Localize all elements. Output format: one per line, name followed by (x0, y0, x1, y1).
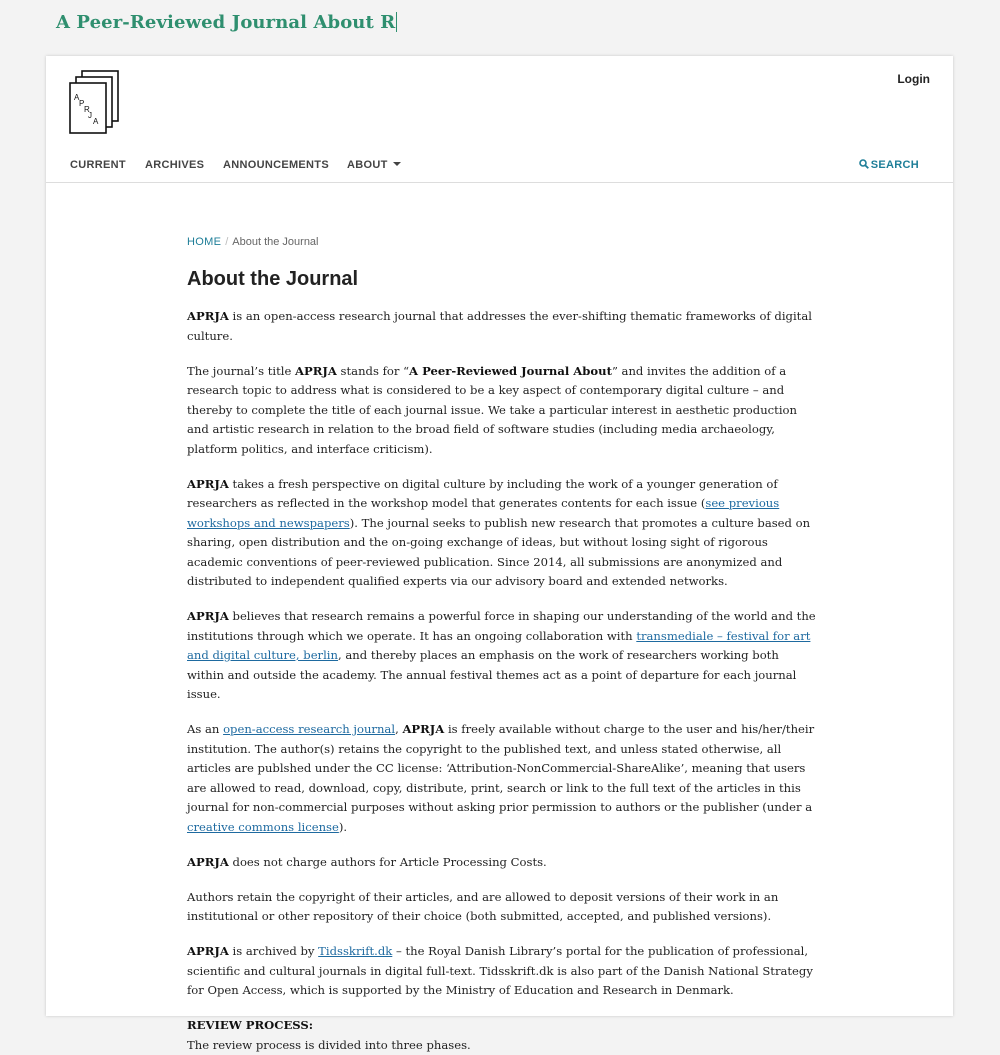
logo-letter: P (79, 99, 85, 108)
review-process-section (187, 1016, 817, 1055)
review-process-text: The review process is divided into three phases. (187, 1037, 471, 1052)
paragraph: APRJA is archived by Tidsskrift.dk – the Royal Danish Library’s portal for the publication of professional, scientific and cultural journals in digital full-text. Tidsskrift.dk is also part of the Danish National Strategy for Open Access, which is supported by the Ministry of Education and Research in Denmark. (187, 944, 813, 997)
paragraph: APRJA does not charge authors for Article Processing Costs. (187, 854, 547, 869)
creative-commons-link[interactable]: creative commons license (187, 819, 339, 834)
logo-letter: J (88, 111, 92, 120)
page-title: About the Journal (187, 268, 359, 290)
browser-title-text: A Peer-Reviewed Journal About R (56, 12, 396, 33)
login-link[interactable]: Login (897, 72, 930, 86)
workshops-link[interactable]: see previous workshops and newspapers (187, 496, 780, 530)
main-content (187, 236, 817, 1055)
nav-item-archives[interactable]: ARCHIVES (145, 159, 205, 171)
paragraph: APRJA believes that research remains a powerful force in shaping our understanding of the world and the institutions through which we operate. It has an ongoing collaboration with transmediale – festival for art and digital culture, berlin, and thereby places an emphasis on the work of researchers working both within and outside the academy. The annual festival themes act as a point of departure for each journal issue. (187, 609, 816, 701)
breadcrumb-home-link[interactable]: HOME (187, 236, 222, 248)
review-process-heading: REVIEW PROCESS: (187, 1018, 314, 1032)
nav-item-about[interactable] (347, 159, 401, 171)
breadcrumb-separator: / (225, 236, 229, 248)
search-label: SEARCH (870, 159, 919, 171)
aprja-logo-icon[interactable] (68, 70, 120, 136)
primary-nav (46, 152, 953, 183)
open-access-link[interactable]: open-access research journal (223, 722, 396, 736)
text-cursor (396, 12, 397, 32)
nav-item-current[interactable]: CURRENT (70, 159, 126, 171)
logo-letter: A (74, 93, 80, 102)
search-icon (859, 159, 869, 169)
paragraph: APRJA is an open-access research journal that addresses the ever-shifting thematic frameworks of digital culture. (187, 309, 812, 343)
nav-item-announcements[interactable]: ANNOUNCEMENTS (223, 159, 329, 171)
breadcrumb-current: About the Journal (232, 236, 319, 248)
paragraph: As an open-access research journal, APRJA is freely available without charge to the user and his/her/their institution. The author(s) retains the copyright to the published text, and unless stated otherwise, all articles are publshed under the CC license: ‘Attribution-NonCommercial-ShareAlike’, meaning that users are allowed to read, download, copy, distribute, print, search or link to the full text of the articles in this journal for non-commercial purposes without asking prior permission to authors or the publisher (under a creative commons license). (187, 722, 815, 834)
logo-letter: R (84, 105, 90, 114)
paragraph: APRJA takes a fresh perspective on digital culture by including the work of a younger generation of researchers as reflected in the workshop model that generates contents for each issue (see previous workshops and newspapers). The journal seeks to publish new research that promotes a culture based on sharing, open distribution and the on-going exchange of ideas, but without losing sight of rigorous academic conventions of peer-reviewed publication. Since 2014, all submissions are anonymized and distributed to independent qualified experts via our advisory board and extended networks. (187, 476, 811, 588)
paragraph: Authors retain the copyright of their articles, and are allowed to deposit versions of their work in an institutional or other repository of their choice (both submitted, accepted, and published versions). (187, 889, 779, 923)
tidsskrift-link[interactable]: Tidsskrift.dk (318, 944, 393, 958)
chevron-down-icon (393, 162, 401, 166)
page-card (46, 56, 953, 1052)
logo-letter: A (93, 117, 99, 126)
nav-item-about-label: ABOUT (347, 159, 388, 171)
search-button[interactable] (859, 159, 919, 171)
paragraph: The journal’s title APRJA stands for “A Peer-Reviewed Journal About” and invites the addition of a research topic to address what is considered to be a key aspect of contemporary digital culture – and thereby to complete the title of each journal issue. We take a particular interest in aesthetic production and artistic research in relation to the broad field of software studies (including media archaeology, platform politics, and interface criticism). (187, 363, 797, 456)
transmediale-link[interactable]: transmediale – festival for art and digital culture, berlin (187, 628, 811, 662)
breadcrumb (187, 236, 817, 248)
